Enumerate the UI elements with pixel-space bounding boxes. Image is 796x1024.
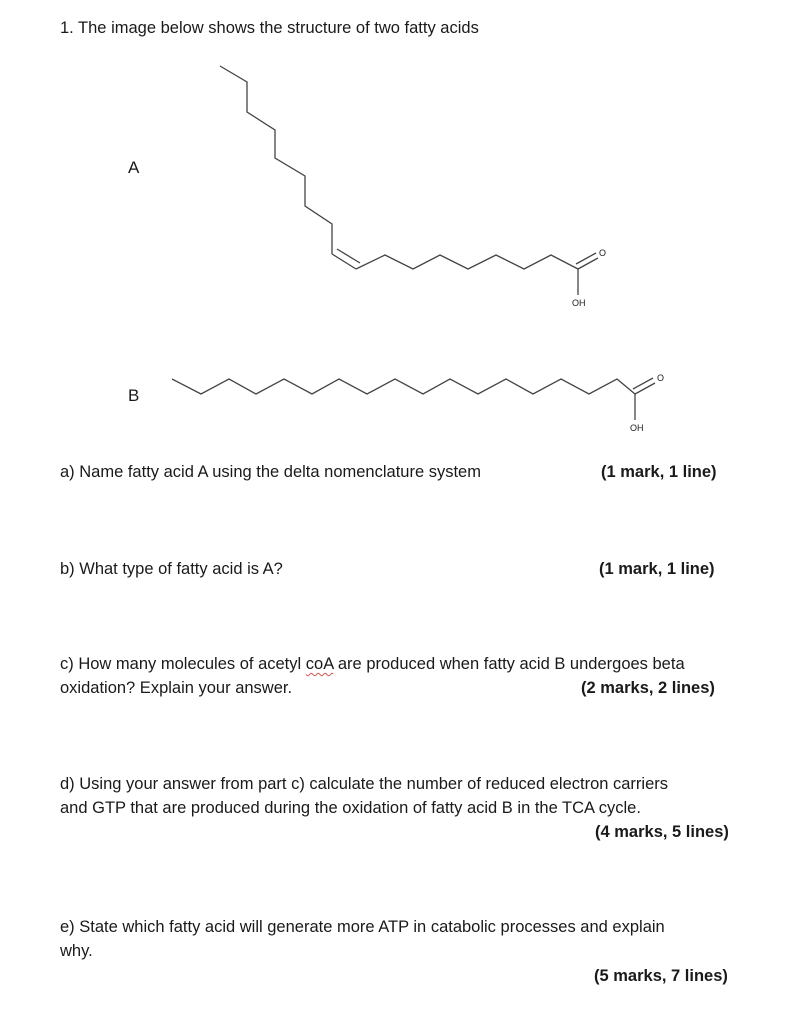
- part-e-marks: (5 marks, 7 lines): [594, 967, 728, 985]
- part-b-marks: (1 mark, 1 line): [599, 560, 715, 578]
- part-c-text-start: c) How many molecules of acetyl: [60, 655, 306, 673]
- structure-b-oxygen: O: [657, 373, 665, 383]
- part-c-question-line1: [60, 652, 685, 676]
- part-d-marks: (4 marks, 5 lines): [595, 823, 729, 841]
- structure-b-label: B: [128, 386, 140, 405]
- part-d-question-line1: d) Using your answer from part c) calculate the number of reduced electron carriers: [60, 775, 669, 793]
- part-a-marks: (1 mark, 1 line): [601, 463, 717, 481]
- structure-a-diagram: [0, 0, 796, 460]
- part-e-question-line1: e) State which fatty acid will generate more ATP in catabolic processes and explain: [60, 918, 665, 936]
- structure-b-hydroxyl: OH: [630, 423, 644, 433]
- part-c-text-end: are produced when fatty acid B undergoes beta: [333, 655, 685, 673]
- part-a-question: a) Name fatty acid A using the delta nomenclature system: [60, 463, 481, 481]
- part-c-marks: (2 marks, 2 lines): [581, 679, 715, 697]
- structure-a-oxygen: O: [599, 248, 607, 258]
- structure-a-label: A: [128, 158, 140, 177]
- part-d-question-line2: and GTP that are produced during the oxidation of fatty acid B in the TCA cycle.: [60, 799, 641, 817]
- structure-a-hydroxyl: OH: [572, 298, 586, 308]
- part-b-question: b) What type of fatty acid is A?: [60, 560, 283, 578]
- part-c-question-line2: oxidation? Explain your answer.: [60, 679, 293, 697]
- part-e-question-line2: why.: [60, 942, 93, 960]
- coa-spellcheck-word: coA: [305, 655, 334, 673]
- question-heading: 1. The image below shows the structure of two fatty acids: [60, 19, 479, 37]
